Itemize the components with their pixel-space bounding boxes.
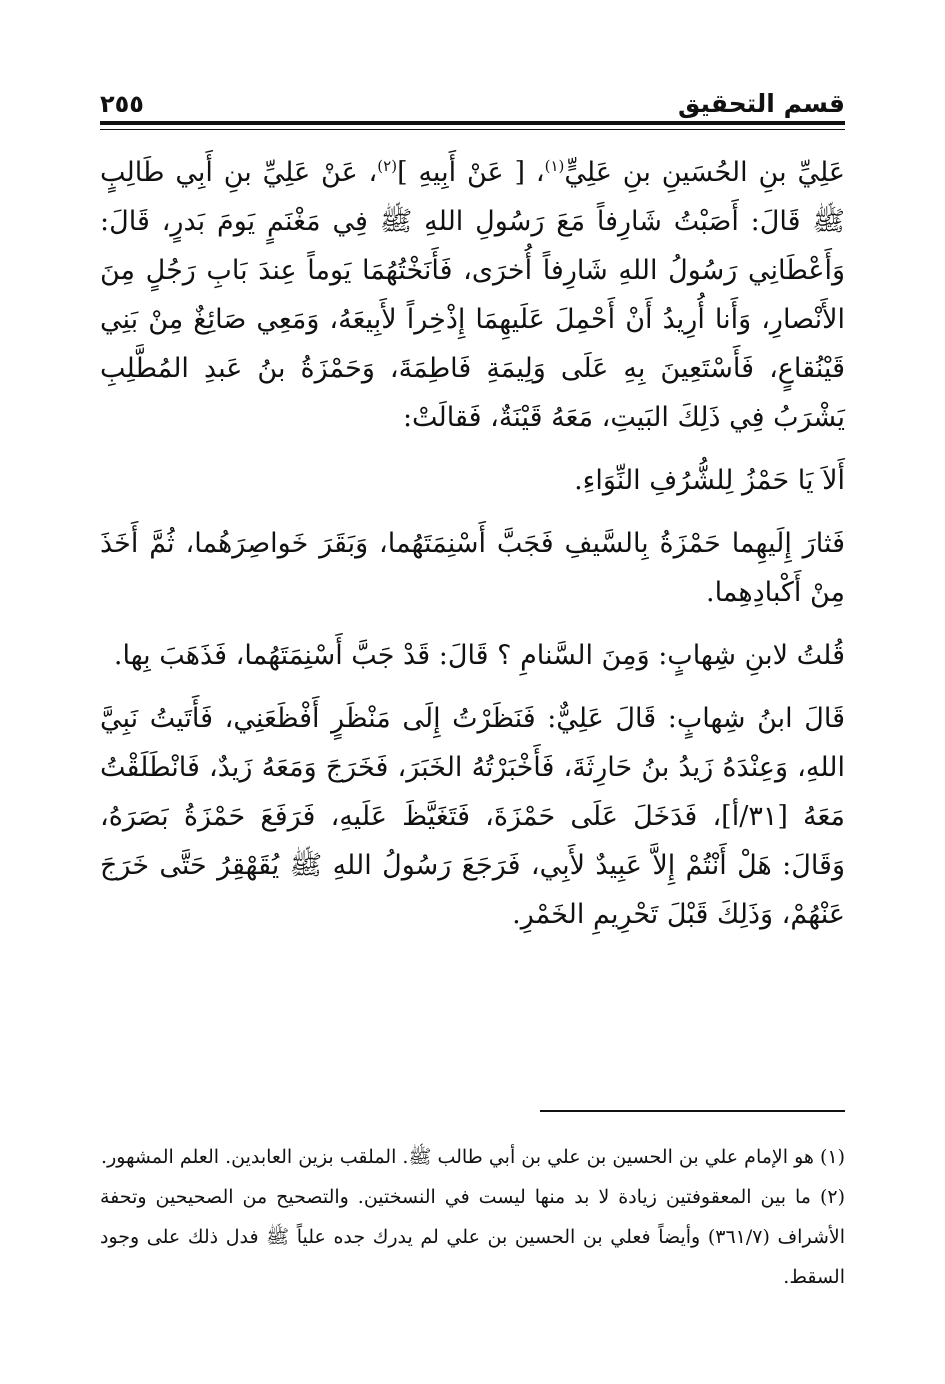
page-header <box>100 78 845 118</box>
paragraph-1-start: عَلِيِّ بنِ الحُسَينِ بنِ عَلِيٍّ <box>564 157 845 188</box>
paragraph-3: قُلتُ لابنِ شِهابٍ: وَمِنَ السَّنامِ ؟ قَالَ: قَدْ جَبَّ أَسْنِمَتَهُما، فَذَهَبَ بِها. <box>113 640 845 671</box>
paragraph-1-mid: ، [ عَنْ أَبِيهِ ] <box>397 157 545 188</box>
paragraph-1-rest: ، عَنْ عَلِيِّ بنِ أَبِي طَالِبٍ ﷺ قَالَ: أَصَبْتُ شَارِفاً مَعَ رَسُولِ اللهِ ﷺ فِي مَغْنَمٍ يَومَ بَدرٍ، قَالَ: وَأَعْطَانِي رَسُولُ اللهِ شَارِفاً أُخرَى، فَأَنَخْتُهُمَا يَوماً عِندَ بَابِ رَجُلٍ مِنَ الأَنْصارِ، وَأَنا أُرِيدُ أَنْ أَحْمِلَ عَلَيهِمَا إِذْخِراً لأَبِيعَهُ، وَمَعِي صَائِغٌ مِنْ بَنِي قَيْنُقاعٍ، فَأَسْتَعِينَ بِهِ عَلَى وَلِيمَةِ فَاطِمَةَ، وَحَمْزَةُ بنُ عَبدِ المُطَّلِبِ يَشْرَبُ فِي ذَلِكَ البَيتِ، مَعَهُ قَيْنَةٌ، فَقالَتْ: <box>100 157 845 433</box>
header-rule-thin <box>100 129 845 130</box>
header-rule-thick <box>100 121 845 125</box>
footnote-separator <box>540 1110 845 1112</box>
paragraph-2: فَثارَ إِلَيهِما حَمْزَةُ بِالسَّيفِ فَجَبَّ أَسْنِمَتَهُما، وَبَقَرَ خَواصِرَهُما، ثُمَّ أَخَذَ مِنْ أَكْبادِهِما. <box>100 528 845 608</box>
page-number: ٢٥٥ <box>100 90 144 118</box>
footnote-ref-2: (٢) <box>377 157 398 175</box>
verse-line: أَلاَ يَا حَمْزُ لِلشُّرُفِ النِّوَاءِ. <box>574 465 845 496</box>
footnotes <box>100 1137 845 1297</box>
paragraph-1 <box>100 148 845 442</box>
footnote-1: (١) هو الإمام علي بن الحسين بن علي بن أبي طالب ﷺ. الملقب بزين العابدين. العلم المشهور. <box>101 1146 845 1168</box>
footnote-ref-1: (١) <box>544 157 565 175</box>
running-title: قسم التحقيق <box>677 89 845 118</box>
paragraph-4: قَالَ ابنُ شِهابٍ: قَالَ عَلِيٌّ: فَنَظَرْتُ إِلَى مَنْظَرٍ أَفْظَعَنِي، فَأَتَيتُ نَبِيَّ اللهِ، وَعِنْدَهُ زَيدُ بنُ حَارِثَةَ، فَأَخْبَرْتُهُ الخَبَرَ، فَخَرَجَ وَمَعَهُ زَيدٌ، فَانْطَلَقْتُ مَعَهُ [٣١/أ]، فَدَخَلَ عَلَى حَمْزَةَ، فَتَغَيَّظَ عَلَيهِ، فَرَفَعَ حَمْزَةُ بَصَرَهُ، وَقَالَ: هَلْ أَنْتُمْ إِلاَّ عَبِيدٌ لأَبِي، فَرَجَعَ رَسُولُ اللهِ ﷺ يُقَهْقِرُ حَتَّى خَرَجَ عَنْهُمْ، وَذَلِكَ قَبْلَ تَحْرِيمِ الخَمْرِ. <box>100 703 845 930</box>
footnote-2: (٢) ما بين المعقوفتين زيادة لا بد منها ليست في النسختين. والتصحيح من الصحيحين وتحفة الأشراف (٣٦١/٧) وأيضاً فعلي بن الحسين بن علي لم يدرك جده علياً ﷺ فدل ذلك على وجود السقط. <box>100 1186 845 1288</box>
main-text <box>100 148 845 953</box>
